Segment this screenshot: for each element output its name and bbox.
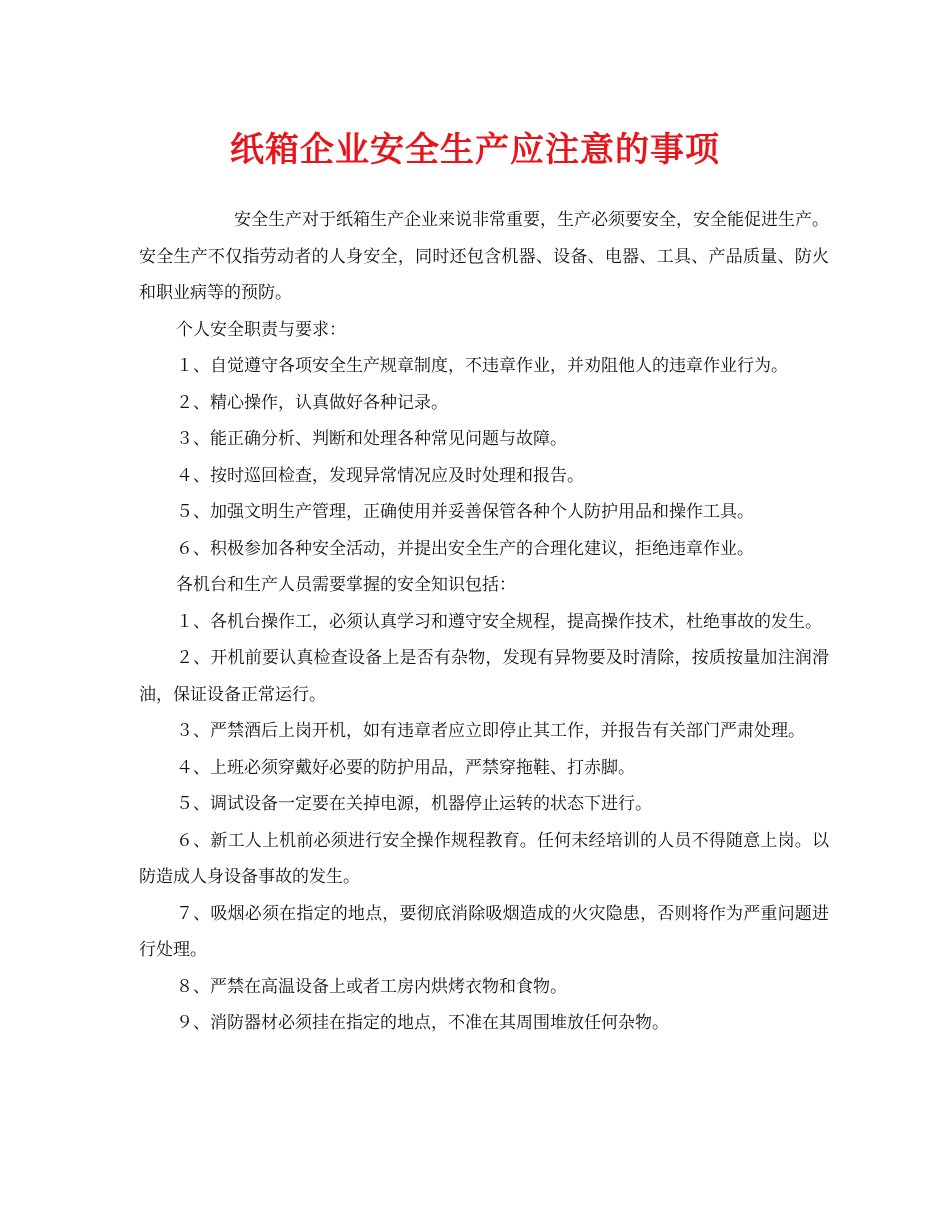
machine-safety-item: １、各机台操作工，必须认真学习和遵守安全规程，提高操作技术，杜绝事故的发生。 <box>176 611 822 632</box>
document-title: 纸箱企业安全生产应注意的事项 <box>230 130 720 170</box>
personal-safety-item: ４、按时巡回检查，发现异常情况应及时处理和报告。 <box>176 465 584 486</box>
personal-safety-item: ６、积极参加各种安全活动，并提出安全生产的合理化建议，拒绝违章作业。 <box>176 538 754 559</box>
personal-safety-item: １、自觉遵守各项安全生产规章制度，不违章作业，并劝阻他人的违章作业行为。 <box>176 356 788 376</box>
machine-safety-item: ７、吸烟必须在指定的地点，要彻底消除吸烟造成的火灾隐患，否则将作为严重问题进行处理。 <box>139 903 829 960</box>
personal-safety-item: ５、加强文明生产管理，正确使用并妥善保管各种个人防护用品和操作工具。 <box>176 502 754 522</box>
section-heading-personal-safety: 个人安全职责与要求： <box>176 319 346 340</box>
document-body <box>139 202 829 1042</box>
section-heading-machine-safety: 各机台和生产人员需要掌握的安全知识包括： <box>176 575 516 595</box>
machine-safety-item: ４、上班必须穿戴好必要的防护用品，严禁穿拖鞋、打赤脚。 <box>176 757 635 778</box>
machine-safety-item: ９、消防器材必须挂在指定的地点，不准在其周围堆放任何杂物。 <box>176 1013 669 1033</box>
machine-safety-item: ２、开机前要认真检查设备上是否有杂物，发现有异物要及时清除，按质按量加注润滑油，保证设备正常运行。 <box>139 648 829 705</box>
machine-safety-item: ３、严禁酒后上岗开机，如有违章者应立即停止其工作，并报告有关部门严肃处理。 <box>176 721 805 741</box>
machine-safety-item: ５、调试设备一定要在关掉电源，机器停止运转的状态下进行。 <box>176 794 652 814</box>
personal-safety-item: ３、能正确分析、判断和处理各种常见问题与故障。 <box>176 429 567 449</box>
personal-safety-item: ２、精心操作，认真做好各种记录。 <box>176 392 448 413</box>
intro-paragraph: 安全生产对于纸箱生产企业来说非常重要，生产必须要安全，安全能促进生产。安全生产不仅指劳动者的人身安全，同时还包含机器、设备、电器、工具、产品质量、防火和职业病等的预防。 <box>139 210 829 303</box>
machine-safety-item: ６、新工人上机前必须进行安全操作规程教育。任何未经培训的人员不得随意上岗。以防造成人身设备事故的发生。 <box>139 830 829 887</box>
machine-safety-item: ８、严禁在高温设备上或者工房内烘烤衣物和食物。 <box>176 976 567 997</box>
